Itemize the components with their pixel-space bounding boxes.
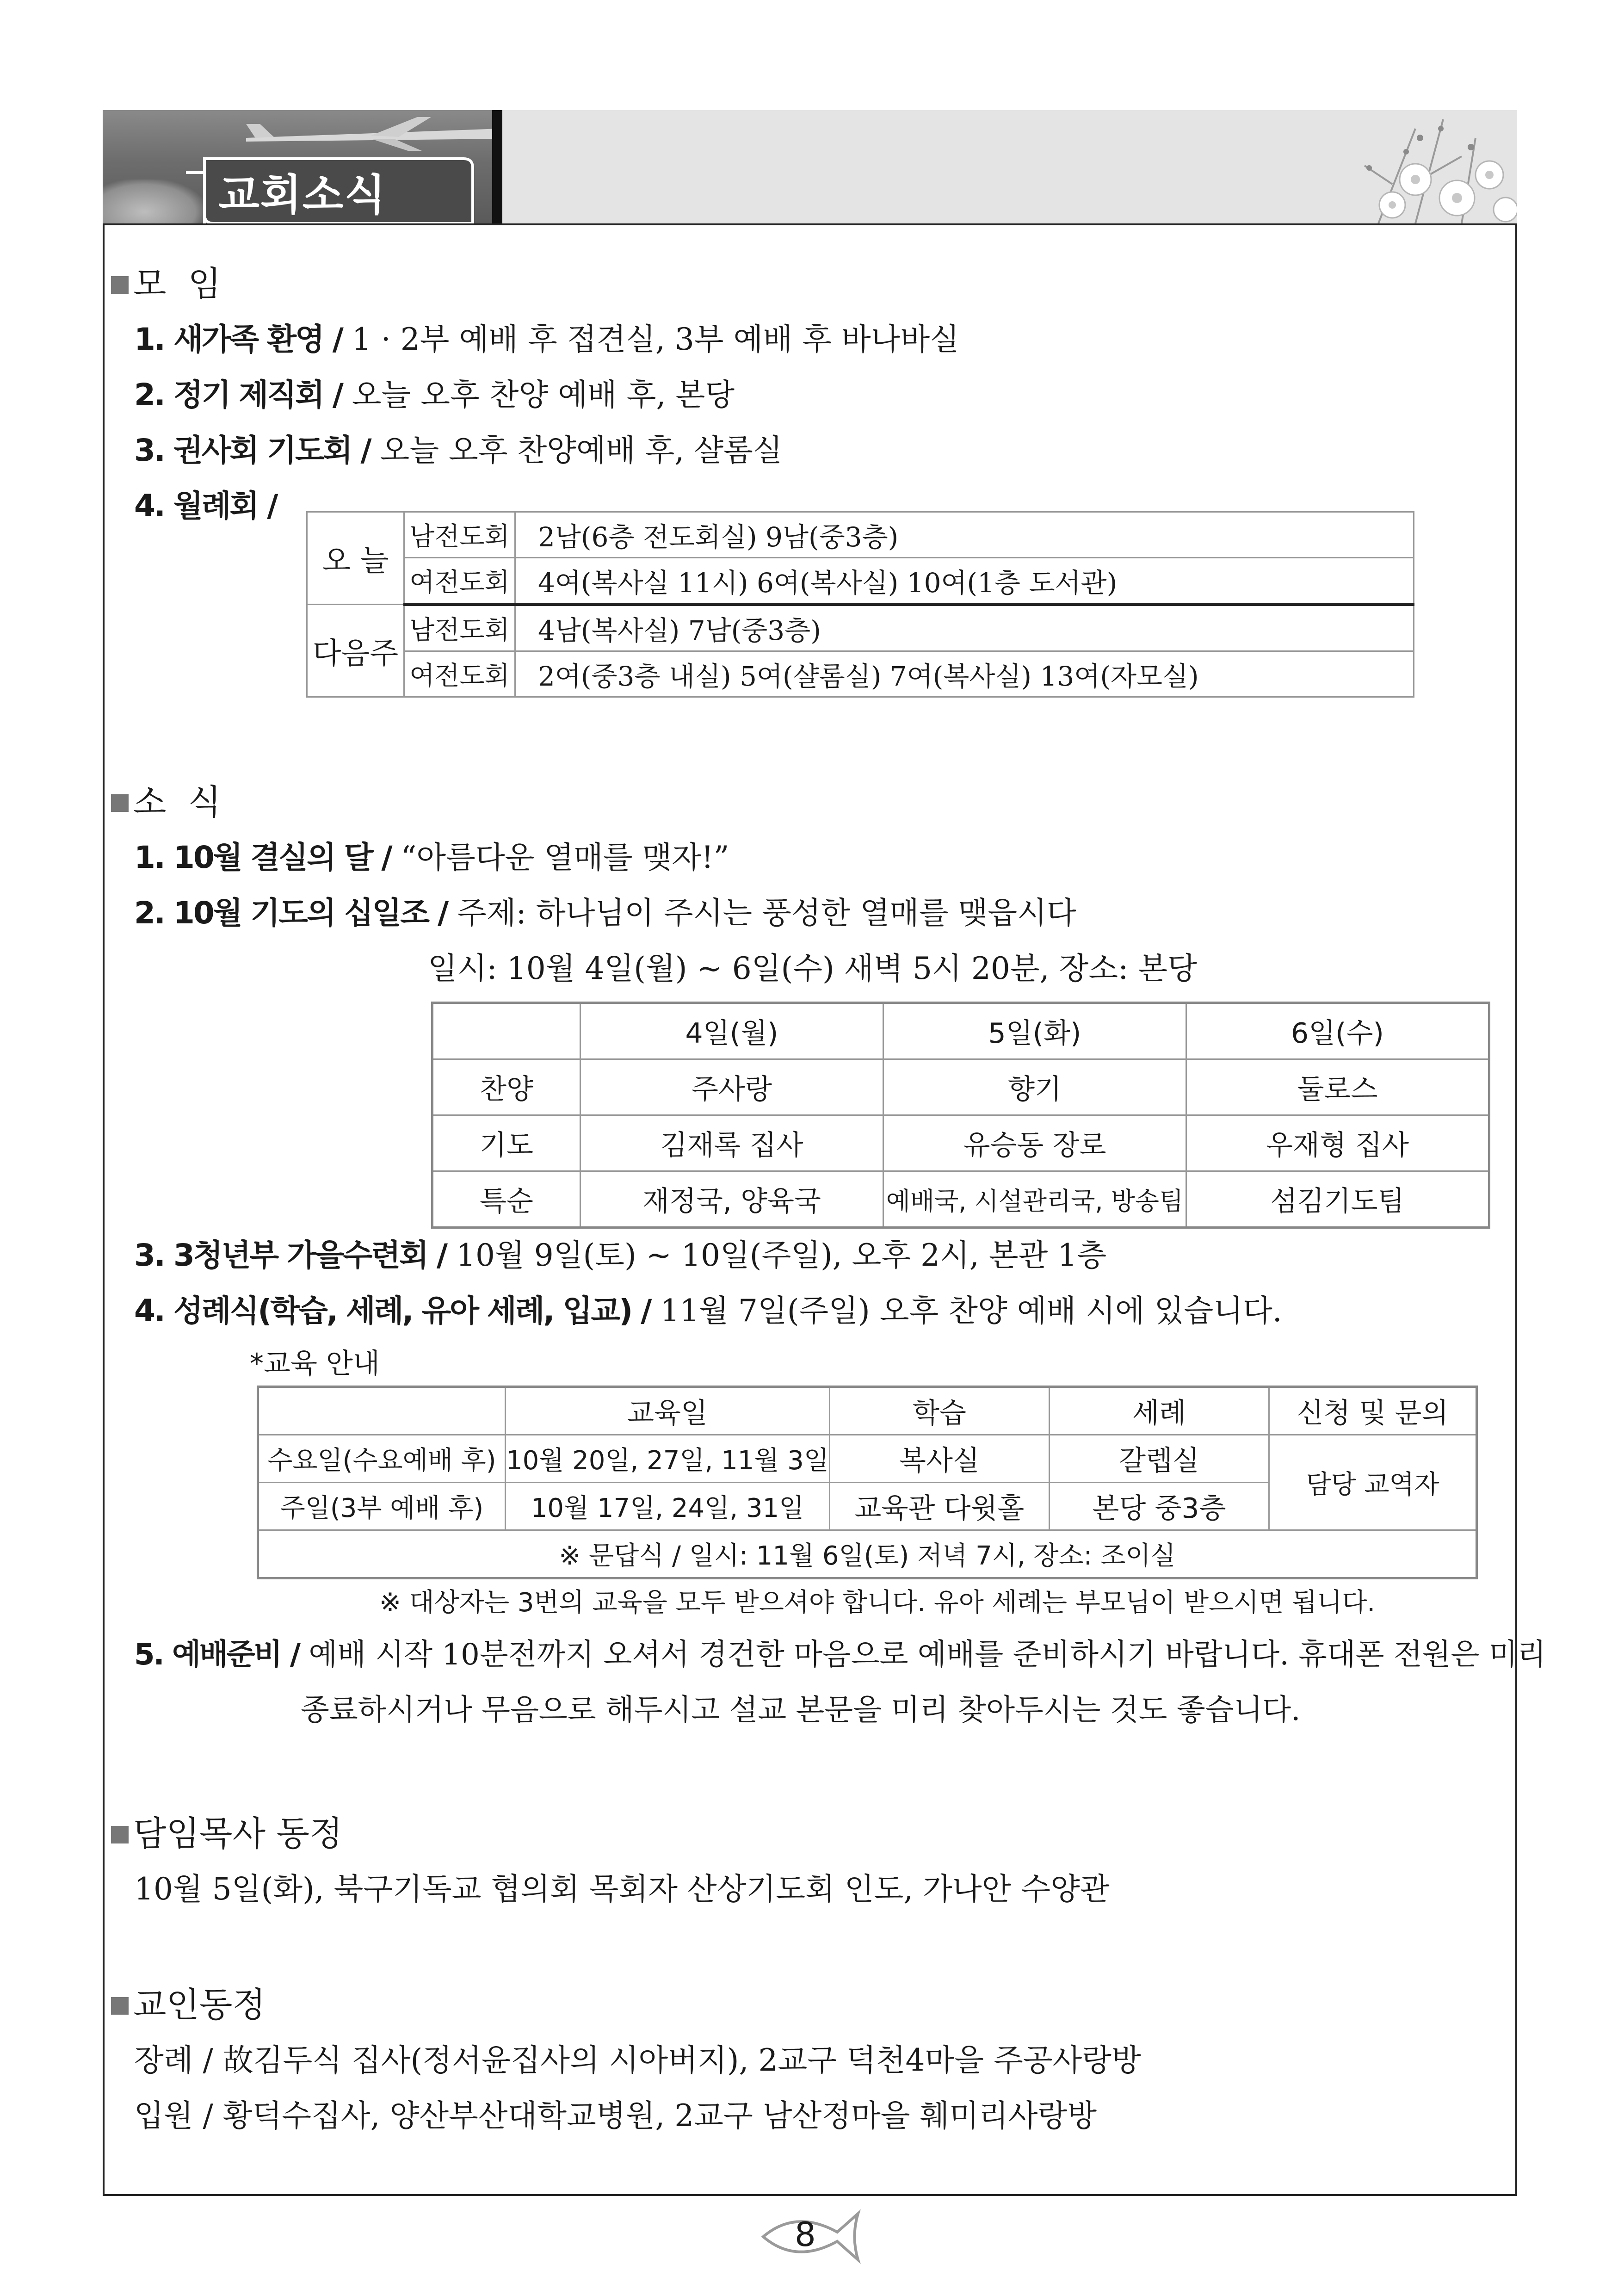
section-heading-news: 소 식 <box>111 775 221 824</box>
bullet-square-icon <box>111 1826 129 1843</box>
table-cell: 복사실 <box>829 1435 1049 1483</box>
table-cell-name: 여전도회 <box>404 558 515 605</box>
table-cell: 교육관 다윗홀 <box>829 1483 1049 1530</box>
table-header-cell: 4일(월) <box>580 1003 883 1059</box>
table-header-cell: 학습 <box>829 1387 1049 1435</box>
banner-title-plate <box>186 154 482 223</box>
table-cell: 섬김기도팀 <box>1186 1171 1489 1228</box>
education-table <box>257 1386 1478 1579</box>
bullet-square-icon <box>111 1997 129 2015</box>
table-cell-name: 여전도회 <box>404 651 515 697</box>
table-cell: 수요일(수요예배 후) <box>258 1435 506 1483</box>
news-item-4: 4. 성례식(학습, 세례, 유아 세례, 입교) / 11월 7일(주일) 오후 찬양 예배 시에 있습니다. <box>134 1293 1282 1329</box>
table-cell: 주사랑 <box>580 1059 883 1115</box>
table-footer-cell: ※ 문답식 / 일시: 11월 6일(토) 저녁 7시, 장소: 조이실 <box>258 1530 1477 1578</box>
table-cell-contact: 담당 교역자 <box>1269 1435 1476 1530</box>
bullet-square-icon <box>111 276 129 294</box>
education-note: ※ 대상자는 3번의 교육을 모두 받으셔야 합니다. 유아 세례는 부모님이 받으시면 됩니다. <box>379 1588 1376 1618</box>
table-footer-row <box>258 1530 1477 1578</box>
section-heading-meeting: 모 임 <box>111 257 221 306</box>
education-note-title: *교육 안내 <box>250 1348 380 1380</box>
table-row <box>307 512 1414 558</box>
table-header-cell: 교육일 <box>506 1387 830 1435</box>
table-cell-name: 남전도회 <box>404 605 515 651</box>
table-cell: 재정국, 양육국 <box>580 1171 883 1228</box>
news-item-1: 1. 10월 결실의 달 / “아름다운 열매를 맺자!” <box>134 840 729 875</box>
meeting-item-3: 3. 권사회 기도회 / 오늘 오후 찬양예배 후, 샬롬실 <box>134 433 783 468</box>
news-item-3: 3. 3청년부 가을수련회 / 10월 9일(토) ~ 10일(주일), 오후 2시, 본관 1층 <box>134 1237 1107 1273</box>
table-cell: 주일(3부 예배 후) <box>258 1483 506 1530</box>
table-cell: 향기 <box>883 1059 1186 1115</box>
table-row <box>258 1435 1477 1483</box>
pastor-text: 10월 5일(화), 북구기독교 협의회 목회자 산상기도회 인도, 가나안 수양관 <box>134 1871 1110 1907</box>
section-banner <box>103 110 1517 223</box>
table-cell-value: 4여(복사실 11시) 6여(복사실) 10여(1층 도서관) <box>515 558 1414 605</box>
table-cell: 김재록 집사 <box>580 1115 883 1171</box>
airplane-icon <box>241 115 492 152</box>
table-row <box>432 1171 1489 1228</box>
table-header-cell: 5일(화) <box>883 1003 1186 1059</box>
news-item-2-schedule: 일시: 10월 4일(월) ~ 6일(수) 새벽 5시 20분, 장소: 본당 <box>428 951 1197 986</box>
members-line-1: 장례 / 故김두식 집사(정서윤집사의 시아버지), 2교구 덕천4마을 주공사랑방 <box>134 2042 1141 2078</box>
table-cell: 10월 20일, 27일, 11월 3일 <box>506 1435 830 1483</box>
table-cell: 특순 <box>432 1171 580 1228</box>
table-cell: 예배국, 시설관리국, 방송팀 <box>883 1171 1186 1228</box>
table-cell-value: 4남(복사실) 7남(중3층) <box>515 605 1414 651</box>
monthly-meeting-table <box>306 511 1414 698</box>
table-cell-group: 다음주 <box>307 605 404 697</box>
table-cell: 기도 <box>432 1115 580 1171</box>
page-title: 교회소식 <box>218 170 387 220</box>
prayer-schedule-table <box>431 1002 1490 1229</box>
table-cell: 본당 중3층 <box>1049 1483 1269 1530</box>
meeting-item-4: 4. 월례회 / <box>134 488 277 524</box>
banner-flowers <box>502 110 1517 223</box>
table-cell-value: 2여(중3층 내실) 5여(샬롬실) 7여(복사실) 13여(자모실) <box>515 651 1414 697</box>
members-line-2: 입원 / 황덕수집사, 양산부산대학교병원, 2교구 남산정마을 훼미리사랑방 <box>134 2098 1097 2134</box>
table-cell: 10월 17일, 24일, 31일 <box>506 1483 830 1530</box>
table-cell: 유승동 장로 <box>883 1115 1186 1171</box>
meeting-item-2: 2. 정기 제직회 / 오늘 오후 찬양 예배 후, 본당 <box>134 377 735 413</box>
table-header-cell: 신청 및 문의 <box>1269 1387 1476 1435</box>
table-cell-group: 오 늘 <box>307 512 404 605</box>
table-cell-value: 2남(6층 전도회실) 9남(중3층) <box>515 512 1414 558</box>
table-row <box>307 558 1414 605</box>
meeting-item-1: 1. 새가족 환영 / 1 · 2부 예배 후 접견실, 3부 예배 후 바나바실 <box>134 322 959 357</box>
news-item-5: 5. 예배준비 / 예배 시작 10분전까지 오셔서 경건한 마음으로 예배를 준비하시기 바랍니다. 휴대폰 전원은 미리 <box>134 1638 1546 1672</box>
table-row <box>307 651 1414 697</box>
table-header-row <box>432 1003 1489 1059</box>
table-cell-name: 남전도회 <box>404 512 515 558</box>
table-header-cell <box>258 1387 506 1435</box>
table-header-row <box>258 1387 1477 1435</box>
flower-icon <box>1323 110 1517 223</box>
table-row <box>307 605 1414 651</box>
news-item-2: 2. 10월 기도의 십일조 / 주제: 하나님이 주시는 풍성한 열매를 맺읍시다 <box>134 895 1076 931</box>
table-header-cell: 세례 <box>1049 1387 1269 1435</box>
table-cell: 갈렙실 <box>1049 1435 1269 1483</box>
banner-divider <box>492 110 502 223</box>
table-cell: 우재형 집사 <box>1186 1115 1489 1171</box>
table-row <box>432 1059 1489 1115</box>
section-heading-members: 교인동정 <box>111 1978 266 2027</box>
page-number-badge <box>759 2207 865 2267</box>
page-number: 8 <box>795 2215 816 2254</box>
table-cell: 찬양 <box>432 1059 580 1115</box>
table-row <box>432 1115 1489 1171</box>
table-header-cell: 6일(수) <box>1186 1003 1489 1059</box>
table-cell: 둘로스 <box>1186 1059 1489 1115</box>
section-heading-pastor: 담임목사 동정 <box>111 1806 342 1856</box>
news-item-5-cont: 종료하시거나 무음으로 해두시고 설교 본문을 미리 찾아두시는 것도 좋습니다. <box>301 1693 1301 1727</box>
table-header-cell <box>432 1003 580 1059</box>
bullet-square-icon <box>111 794 129 812</box>
